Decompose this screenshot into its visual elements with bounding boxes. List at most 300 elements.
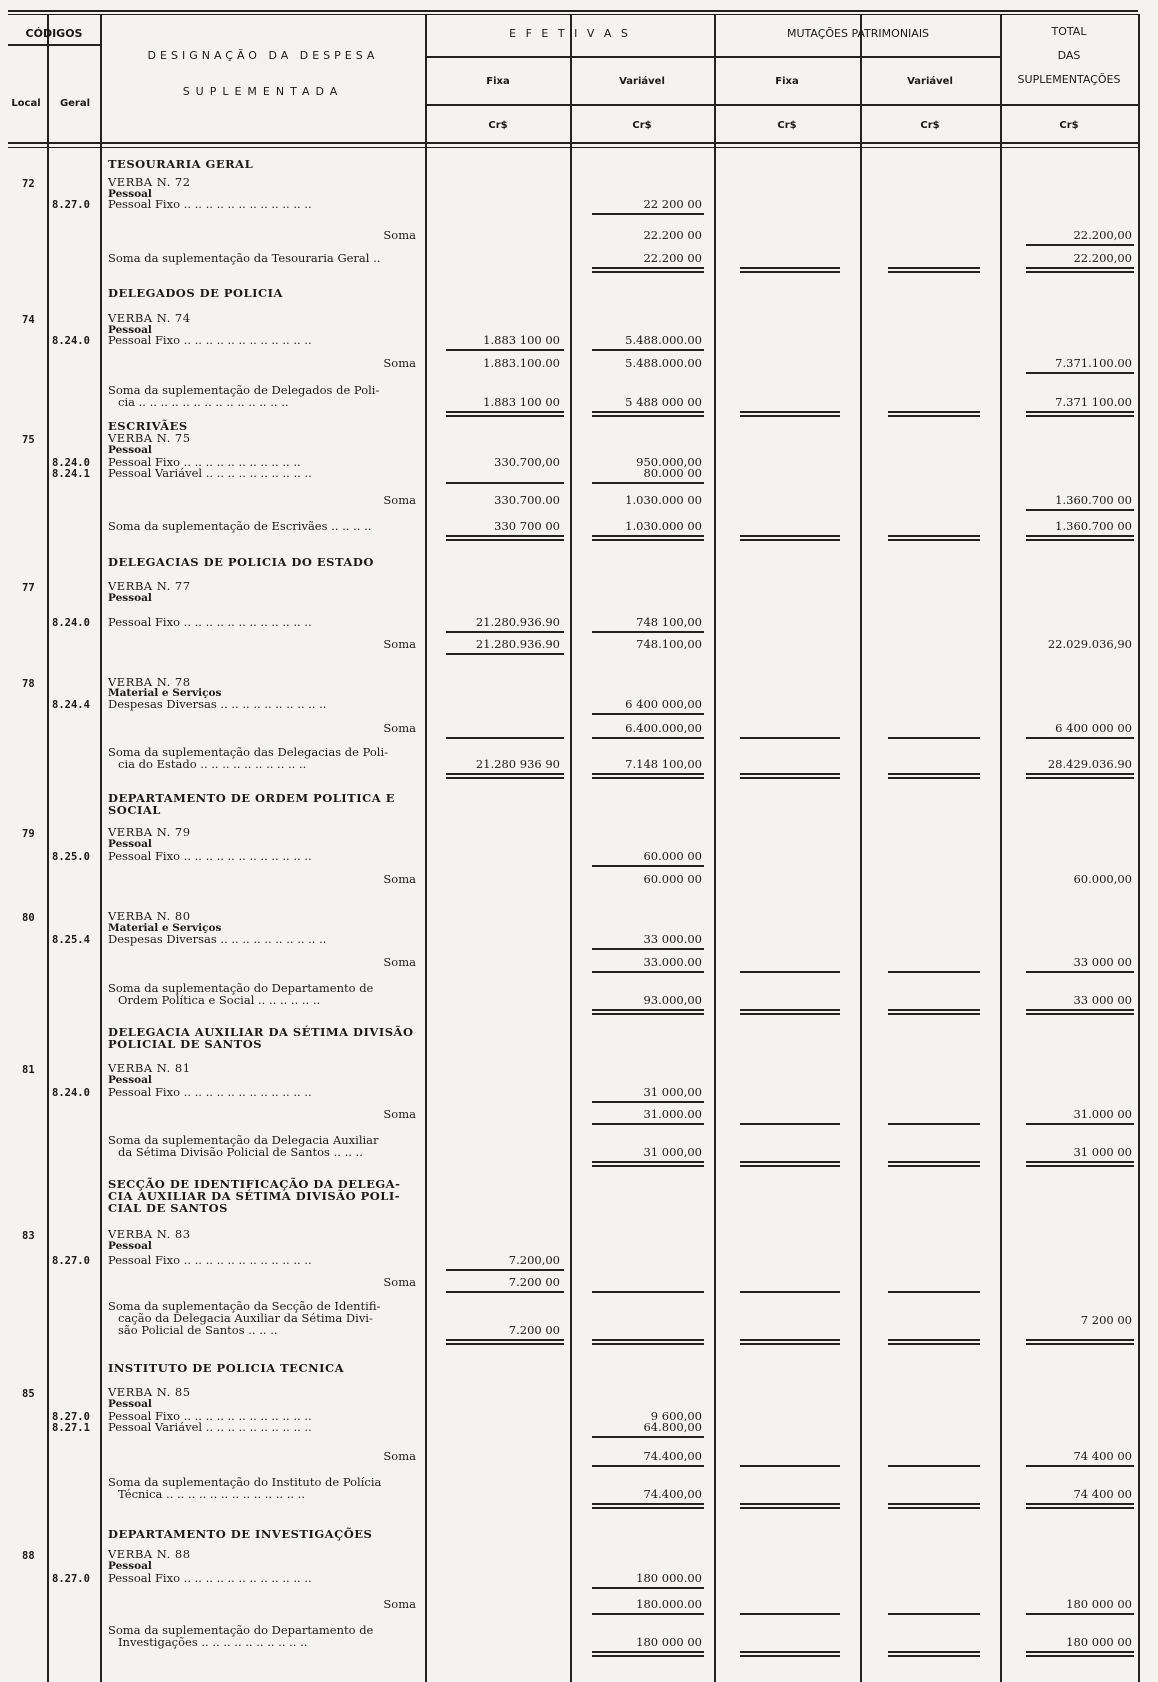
sum-rule bbox=[592, 1587, 704, 1589]
sum-rule bbox=[740, 1165, 840, 1167]
value-efetivas-variavel: 180 000.00 bbox=[636, 1571, 702, 1585]
sum-rule bbox=[592, 1613, 704, 1615]
item-label: Pessoal Variável .. .. .. .. .. .. .. .. .. .. bbox=[108, 1420, 312, 1434]
value-efetivas-variavel: 33.000.00 bbox=[643, 955, 702, 969]
sum-rule bbox=[592, 539, 704, 541]
hdr-variavel: Variável bbox=[619, 76, 665, 87]
geral-code: 8.24.0 bbox=[52, 457, 90, 469]
sum-rule bbox=[1026, 773, 1134, 775]
sum-rule bbox=[888, 535, 980, 537]
sum-rule bbox=[888, 1123, 980, 1125]
geral-code: 8.27.0 bbox=[52, 1255, 90, 1267]
section-title: DELEGACIA AUXILIAR DA SÉTIMA DIVISÃO bbox=[108, 1025, 414, 1039]
sum-rule bbox=[592, 1101, 704, 1103]
sum-rule bbox=[740, 1613, 840, 1615]
value-efetivas-variavel: 74.400,00 bbox=[643, 1449, 702, 1463]
value-total: 33 000 00 bbox=[1073, 955, 1132, 969]
value-efetivas-variavel: 6.400.000,00 bbox=[625, 721, 702, 735]
verba-label: VERBA N. 79 bbox=[108, 825, 191, 839]
value-efetivas-variavel: 31 000,00 bbox=[643, 1085, 702, 1099]
value-efetivas-variavel: 748 100,00 bbox=[636, 615, 702, 629]
sum-label: Soma da suplementação das Delegacias de Poli- bbox=[108, 745, 389, 759]
section-title: INSTITUTO DE POLICIA TECNICA bbox=[108, 1361, 345, 1375]
col-rule-mut-variavel bbox=[1000, 14, 1002, 1682]
col-rule-mut-fixa bbox=[860, 14, 862, 1682]
value-efetivas-fixa: 330 700 00 bbox=[494, 519, 560, 533]
category-label: Pessoal bbox=[108, 444, 152, 456]
sum-rule bbox=[446, 1269, 564, 1271]
sum-label-cont: Técnica .. .. .. .. .. .. .. .. .. .. .. .. .. bbox=[118, 1487, 305, 1501]
value-efetivas-variavel: 31 000,00 bbox=[643, 1145, 702, 1159]
category-label: Pessoal bbox=[108, 1074, 152, 1086]
local-code: 79 bbox=[22, 828, 35, 840]
value-efetivas-fixa: 21.280.936.90 bbox=[475, 615, 560, 629]
sum-rule bbox=[740, 1343, 840, 1345]
value-total: 1.360.700 00 bbox=[1055, 493, 1132, 507]
sum-rule bbox=[888, 1655, 980, 1657]
value-total: 74 400 00 bbox=[1073, 1449, 1132, 1463]
category-label: Pessoal bbox=[108, 838, 152, 850]
sum-rule bbox=[1026, 737, 1134, 739]
top-rule bbox=[8, 10, 1138, 12]
soma-label: Soma bbox=[383, 493, 416, 507]
sum-rule bbox=[740, 415, 840, 417]
item-label: Despesas Diversas .. .. .. .. .. .. .. .. .. .. bbox=[108, 932, 327, 946]
soma-label: Soma bbox=[383, 721, 416, 735]
sum-rule bbox=[592, 1291, 704, 1293]
value-efetivas-variavel: 6 400 000,00 bbox=[625, 697, 702, 711]
sum-rule bbox=[740, 271, 840, 273]
sum-rule bbox=[1026, 1343, 1134, 1345]
geral-code: 8.27.0 bbox=[52, 1573, 90, 1585]
category-label: Pessoal bbox=[108, 1240, 152, 1252]
sum-label: Soma da suplementação da Secção de Identifi- bbox=[108, 1299, 381, 1313]
sum-rule bbox=[592, 631, 704, 633]
value-efetivas-variavel: 950.000,00 bbox=[636, 455, 702, 469]
value-total: 28.429.036.90 bbox=[1047, 757, 1132, 771]
sum-rule bbox=[740, 1291, 840, 1293]
sum-rule bbox=[888, 1507, 980, 1509]
item-label: Pessoal Fixo .. .. .. .. .. .. .. .. .. .. .. .. bbox=[108, 1085, 312, 1099]
local-code: 80 bbox=[22, 912, 35, 924]
section-title-cont: SOCIAL bbox=[108, 803, 161, 817]
sum-rule bbox=[592, 1465, 704, 1467]
sum-rule bbox=[446, 737, 564, 739]
sum-rule bbox=[888, 1291, 980, 1293]
sum-rule bbox=[888, 1503, 980, 1505]
local-code: 74 bbox=[22, 314, 35, 326]
sum-rule bbox=[740, 1503, 840, 1505]
category-label: Material e Serviços bbox=[108, 922, 222, 934]
sum-rule bbox=[1026, 1613, 1134, 1615]
hdr-rule-bottom bbox=[8, 142, 1138, 144]
value-efetivas-fixa: 7.200 00 bbox=[508, 1275, 560, 1289]
sum-rule bbox=[740, 539, 840, 541]
hdr-designacao-1: DESIGNAÇÃO DA DESPESA bbox=[147, 49, 379, 62]
sum-rule bbox=[592, 1339, 704, 1341]
col-rule-designacao bbox=[425, 14, 427, 1682]
local-code: 78 bbox=[22, 678, 35, 690]
value-total: 180 000 00 bbox=[1066, 1597, 1132, 1611]
section-title: DELEGADOS DE POLICIA bbox=[108, 286, 283, 300]
value-total: 1.360.700 00 bbox=[1055, 519, 1132, 533]
sum-rule bbox=[888, 1613, 980, 1615]
sum-rule bbox=[592, 349, 704, 351]
sum-rule bbox=[592, 1165, 704, 1167]
local-code: 81 bbox=[22, 1064, 35, 1076]
sum-rule bbox=[740, 777, 840, 779]
soma-label: Soma bbox=[383, 872, 416, 886]
value-efetivas-variavel: 22 200 00 bbox=[643, 197, 702, 211]
verba-label: VERBA N. 83 bbox=[108, 1227, 191, 1241]
value-total: 60.000,00 bbox=[1073, 872, 1132, 886]
sum-rule bbox=[888, 1161, 980, 1163]
value-efetivas-variavel: 1.030.000 00 bbox=[625, 519, 702, 533]
sum-rule bbox=[1026, 267, 1134, 269]
category-label: Pessoal bbox=[108, 1398, 152, 1410]
sum-rule bbox=[446, 411, 564, 413]
item-label: Pessoal Fixo .. .. .. .. .. .. .. .. .. .. .. bbox=[108, 455, 301, 469]
sum-rule bbox=[592, 415, 704, 417]
col-rule-local bbox=[47, 14, 49, 1682]
sum-rule bbox=[592, 213, 704, 215]
hdr-rule-codigos bbox=[8, 44, 100, 46]
item-label: Pessoal Fixo .. .. .. .. .. .. .. .. .. .. .. .. bbox=[108, 849, 312, 863]
geral-code: 8.25.0 bbox=[52, 851, 90, 863]
sum-rule bbox=[1026, 244, 1134, 246]
sum-rule bbox=[888, 773, 980, 775]
col-rule-variavel bbox=[714, 14, 716, 1682]
sum-label: Soma da suplementação do Departamento de bbox=[108, 981, 374, 995]
sum-rule bbox=[446, 1343, 564, 1345]
value-efetivas-fixa: 1.883.100.00 bbox=[483, 356, 560, 370]
sum-rule bbox=[592, 1507, 704, 1509]
sum-rule bbox=[888, 267, 980, 269]
hdr-currency-mut-variavel: Cr$ bbox=[920, 120, 940, 131]
value-total: 6 400 000 00 bbox=[1055, 721, 1132, 735]
value-efetivas-variavel: 5.488.000.00 bbox=[625, 333, 702, 347]
value-efetivas-fixa: 7.200 00 bbox=[508, 1323, 560, 1337]
hdr-total-1: TOTAL bbox=[1051, 25, 1087, 38]
sum-rule bbox=[592, 1503, 704, 1505]
item-label: Pessoal Fixo .. .. .. .. .. .. .. .. .. .. .. .. bbox=[108, 1409, 312, 1423]
value-efetivas-variavel: 60.000 00 bbox=[643, 872, 702, 886]
sum-rule bbox=[1026, 1161, 1134, 1163]
sum-rule bbox=[1026, 535, 1134, 537]
sum-rule bbox=[446, 482, 564, 484]
value-efetivas-fixa: 21.280.936.90 bbox=[475, 637, 560, 651]
sum-rule bbox=[740, 773, 840, 775]
sum-rule bbox=[888, 415, 980, 417]
sum-rule bbox=[888, 271, 980, 273]
sum-rule bbox=[1026, 1503, 1134, 1505]
sum-label: Soma da suplementação da Delegacia Auxiliar bbox=[108, 1133, 379, 1147]
local-code: 77 bbox=[22, 582, 35, 594]
verba-label: VERBA N. 88 bbox=[108, 1547, 191, 1561]
sum-rule bbox=[592, 1436, 704, 1438]
sum-rule bbox=[888, 1009, 980, 1011]
value-total: 31 000 00 bbox=[1073, 1145, 1132, 1159]
sum-rule bbox=[446, 539, 564, 541]
sum-rule bbox=[1026, 971, 1134, 973]
sum-rule bbox=[888, 971, 980, 973]
value-total: 7.371.100.00 bbox=[1055, 356, 1132, 370]
hdr-local: Local bbox=[11, 98, 41, 109]
sum-rule bbox=[592, 1651, 704, 1653]
value-total: 31.000 00 bbox=[1073, 1107, 1132, 1121]
sum-label-cont: são Policial de Santos .. .. .. bbox=[118, 1323, 278, 1337]
soma-label: Soma bbox=[383, 637, 416, 651]
sum-rule bbox=[1026, 1651, 1134, 1653]
sum-rule bbox=[592, 737, 704, 739]
geral-code: 8.25.4 bbox=[52, 934, 90, 946]
verba-label: VERBA N. 72 bbox=[108, 175, 191, 189]
sum-rule bbox=[740, 1507, 840, 1509]
value-total: 22.200,00 bbox=[1073, 228, 1132, 242]
sum-rule bbox=[740, 535, 840, 537]
verba-label: VERBA N. 74 bbox=[108, 311, 191, 325]
sum-rule bbox=[592, 411, 704, 413]
geral-code: 8.24.0 bbox=[52, 335, 90, 347]
value-efetivas-fixa: 1.883 100 00 bbox=[483, 395, 560, 409]
category-label: Pessoal bbox=[108, 324, 152, 336]
geral-code: 8.27.0 bbox=[52, 1411, 90, 1423]
value-total: 22.200,00 bbox=[1073, 251, 1132, 265]
value-efetivas-variavel: 5.488.000.00 bbox=[625, 356, 702, 370]
sum-rule bbox=[446, 777, 564, 779]
soma-label: Soma bbox=[383, 1107, 416, 1121]
value-efetivas-variavel: 5 488 000 00 bbox=[625, 395, 702, 409]
value-efetivas-variavel: 1.030.000 00 bbox=[625, 493, 702, 507]
local-code: 88 bbox=[22, 1550, 35, 1562]
sum-rule bbox=[592, 1161, 704, 1163]
local-code: 85 bbox=[22, 1388, 35, 1400]
sum-rule bbox=[592, 948, 704, 950]
section-title: SECÇÃO DE IDENTIFICAÇÃO DA DELEGA- bbox=[108, 1177, 401, 1191]
value-efetivas-variavel: 80.000 00 bbox=[643, 466, 702, 480]
sum-rule bbox=[1026, 1123, 1134, 1125]
sum-label: Soma da suplementação do Instituto de Polícia bbox=[108, 1475, 382, 1489]
hdr-designacao-2: SUPLEMENTADA bbox=[182, 85, 344, 98]
sum-rule bbox=[1026, 1339, 1134, 1341]
item-label: Pessoal Fixo .. .. .. .. .. .. .. .. .. .. .. .. bbox=[108, 615, 312, 629]
hdr-mut-fixa: Fixa bbox=[775, 76, 799, 87]
sum-rule bbox=[888, 1651, 980, 1653]
hdr-rule-groups bbox=[425, 56, 1000, 58]
value-efetivas-fixa: 330.700.00 bbox=[494, 493, 560, 507]
sum-rule bbox=[740, 1009, 840, 1011]
local-code: 83 bbox=[22, 1230, 35, 1242]
category-label: Pessoal bbox=[108, 188, 152, 200]
verba-label: VERBA N. 77 bbox=[108, 579, 191, 593]
geral-code: 8.27.0 bbox=[52, 199, 90, 211]
section-title: DEPARTAMENTO DE ORDEM POLITICA E bbox=[108, 791, 395, 805]
sum-rule bbox=[1026, 372, 1134, 374]
sum-rule bbox=[592, 1343, 704, 1345]
hdr-mut-variavel: Variável bbox=[907, 76, 953, 87]
value-efetivas-variavel: 33 000.00 bbox=[643, 932, 702, 946]
value-efetivas-variavel: 9 600,00 bbox=[650, 1409, 702, 1423]
sum-label: Soma da suplementação de Escrivães .. .. .. .. bbox=[108, 519, 372, 533]
sum-label-cont: Investigações .. .. .. .. .. .. .. .. .. .. bbox=[118, 1635, 308, 1649]
section-title: ESCRIVÃES bbox=[108, 419, 188, 433]
verba-label: VERBA N. 81 bbox=[108, 1061, 191, 1075]
value-total: 7 200 00 bbox=[1080, 1313, 1132, 1327]
section-title: DEPARTAMENTO DE INVESTIGAÇÕES bbox=[108, 1527, 373, 1541]
sum-rule bbox=[888, 1165, 980, 1167]
sum-rule bbox=[592, 713, 704, 715]
sum-rule bbox=[888, 1339, 980, 1341]
sum-label: Soma da suplementação da Tesouraria Geral .. bbox=[108, 251, 381, 265]
sum-rule bbox=[740, 1655, 840, 1657]
sum-rule bbox=[740, 267, 840, 269]
hdr-currency-variavel: Cr$ bbox=[632, 120, 652, 131]
local-code: 75 bbox=[22, 434, 35, 446]
hdr-total-3: SUPLEMENTAÇÕES bbox=[1017, 73, 1121, 86]
value-efetivas-variavel: 64.800,00 bbox=[643, 1420, 702, 1434]
sum-rule bbox=[592, 777, 704, 779]
soma-label: Soma bbox=[383, 1449, 416, 1463]
value-total: 74 400 00 bbox=[1073, 1487, 1132, 1501]
category-label: Pessoal bbox=[108, 1560, 152, 1572]
soma-label: Soma bbox=[383, 955, 416, 969]
category-label: Material e Serviços bbox=[108, 687, 222, 699]
hdr-currency-total: Cr$ bbox=[1059, 120, 1079, 131]
hdr-currency-fixa: Cr$ bbox=[488, 120, 508, 131]
value-total: 33 000 00 bbox=[1073, 993, 1132, 1007]
sum-rule bbox=[1026, 415, 1134, 417]
sum-rule bbox=[592, 1655, 704, 1657]
section-title: TESOURARIA GERAL bbox=[108, 157, 254, 171]
sum-rule bbox=[740, 971, 840, 973]
verba-label: VERBA N. 78 bbox=[108, 675, 191, 689]
sum-rule bbox=[446, 1291, 564, 1293]
top-rule-2 bbox=[8, 14, 1138, 15]
sum-rule bbox=[592, 773, 704, 775]
sum-rule bbox=[888, 411, 980, 413]
item-label: Despesas Diversas .. .. .. .. .. .. .. .. .. .. bbox=[108, 697, 327, 711]
sum-rule bbox=[1026, 1165, 1134, 1167]
sum-rule bbox=[592, 865, 704, 867]
sum-rule bbox=[592, 267, 704, 269]
sum-rule bbox=[888, 737, 980, 739]
value-total: 22.029.036,90 bbox=[1047, 637, 1132, 651]
hdr-mutacoes: MUTAÇÕES PATRIMONIAIS bbox=[786, 27, 930, 40]
hdr-efetivas: E F E T I V A S bbox=[509, 27, 631, 40]
sum-rule bbox=[592, 271, 704, 273]
item-label: Pessoal Fixo .. .. .. .. .. .. .. .. .. .. .. .. bbox=[108, 197, 312, 211]
sum-rule bbox=[740, 737, 840, 739]
value-efetivas-variavel: 93.000,00 bbox=[643, 993, 702, 1007]
geral-code: 8.24.1 bbox=[52, 468, 90, 480]
sum-rule bbox=[888, 1465, 980, 1467]
value-efetivas-variavel: 60.000 00 bbox=[643, 849, 702, 863]
sum-rule bbox=[1026, 1465, 1134, 1467]
sum-rule bbox=[446, 653, 564, 655]
sum-rule bbox=[592, 1123, 704, 1125]
sum-rule bbox=[1026, 539, 1134, 541]
value-efetivas-variavel: 22.200 00 bbox=[643, 228, 702, 242]
value-efetivas-fixa: 7.200,00 bbox=[508, 1253, 560, 1267]
verba-label: VERBA N. 75 bbox=[108, 431, 191, 445]
value-efetivas-fixa: 1.883 100 00 bbox=[483, 333, 560, 347]
value-efetivas-variavel: 7.148 100,00 bbox=[625, 757, 702, 771]
section-title-cont: POLICIAL DE SANTOS bbox=[108, 1037, 263, 1051]
sum-rule bbox=[592, 971, 704, 973]
hdr-codigos: CÓDIGOS bbox=[25, 27, 83, 40]
soma-label: Soma bbox=[383, 356, 416, 370]
sum-rule bbox=[1026, 1013, 1134, 1015]
sum-label-cont: cia .. .. .. .. .. .. .. .. .. .. .. .. .. .. bbox=[118, 395, 289, 409]
section-title-cont: CIAL DE SANTOS bbox=[108, 1201, 228, 1215]
sum-label: Soma da suplementação do Departamento de bbox=[108, 1623, 374, 1637]
sum-label-cont: cia do Estado .. .. .. .. .. .. .. .. .. .. bbox=[118, 757, 307, 771]
sum-label-cont: Ordem Política e Social .. .. .. .. .. .. bbox=[118, 993, 321, 1007]
value-efetivas-variavel: 31.000.00 bbox=[643, 1107, 702, 1121]
sum-rule bbox=[1026, 509, 1134, 511]
sum-rule bbox=[888, 539, 980, 541]
sum-rule bbox=[592, 535, 704, 537]
soma-label: Soma bbox=[383, 1275, 416, 1289]
sum-rule bbox=[592, 1013, 704, 1015]
value-efetivas-fixa: 21.280 936 90 bbox=[475, 757, 560, 771]
value-efetivas-fixa: 330.700,00 bbox=[494, 455, 560, 469]
sum-rule bbox=[1026, 411, 1134, 413]
sum-label-cont: da Sétima Divisão Policial de Santos .. .. .. bbox=[118, 1145, 363, 1159]
geral-code: 8.24.0 bbox=[52, 617, 90, 629]
geral-code: 8.24.4 bbox=[52, 699, 90, 711]
item-label: Pessoal Variável .. .. .. .. .. .. .. .. .. .. bbox=[108, 466, 312, 480]
sum-rule bbox=[446, 631, 564, 633]
value-efetivas-variavel: 180.000.00 bbox=[636, 1597, 702, 1611]
hdr-rule-subcols bbox=[425, 104, 1138, 106]
sum-rule bbox=[1026, 1507, 1134, 1509]
sum-rule bbox=[740, 1013, 840, 1015]
geral-code: 8.24.0 bbox=[52, 1087, 90, 1099]
hdr-fixa: Fixa bbox=[486, 76, 510, 87]
sum-rule bbox=[1026, 1655, 1134, 1657]
item-label: Pessoal Fixo .. .. .. .. .. .. .. .. .. .. .. .. bbox=[108, 333, 312, 347]
local-code: 72 bbox=[22, 178, 35, 190]
sum-rule bbox=[888, 1343, 980, 1345]
sum-rule bbox=[1026, 271, 1134, 273]
sum-rule bbox=[740, 1651, 840, 1653]
sum-rule bbox=[740, 1123, 840, 1125]
sum-rule bbox=[592, 1009, 704, 1011]
value-efetivas-variavel: 22.200 00 bbox=[643, 251, 702, 265]
verba-label: VERBA N. 80 bbox=[108, 909, 191, 923]
value-efetivas-variavel: 180 000 00 bbox=[636, 1635, 702, 1649]
col-rule-total bbox=[1138, 14, 1140, 1682]
item-label: Pessoal Fixo .. .. .. .. .. .. .. .. .. .. .. .. bbox=[108, 1571, 312, 1585]
sum-rule bbox=[740, 411, 840, 413]
hdr-total-2: DAS bbox=[1057, 49, 1081, 62]
col-rule-geral bbox=[100, 14, 102, 1682]
item-label: Pessoal Fixo .. .. .. .. .. .. .. .. .. .. .. .. bbox=[108, 1253, 312, 1267]
value-total: 7.371 100.00 bbox=[1055, 395, 1132, 409]
soma-label: Soma bbox=[383, 1597, 416, 1611]
hdr-geral: Geral bbox=[59, 98, 91, 109]
category-label: Pessoal bbox=[108, 592, 152, 604]
sum-rule bbox=[740, 1161, 840, 1163]
verba-label: VERBA N. 85 bbox=[108, 1385, 191, 1399]
sum-rule bbox=[446, 349, 564, 351]
sum-rule bbox=[740, 1465, 840, 1467]
sum-rule bbox=[446, 415, 564, 417]
geral-code: 8.27.1 bbox=[52, 1422, 90, 1434]
sum-rule bbox=[592, 482, 704, 484]
sum-label: Soma da suplementação de Delegados de Poli- bbox=[108, 383, 380, 397]
